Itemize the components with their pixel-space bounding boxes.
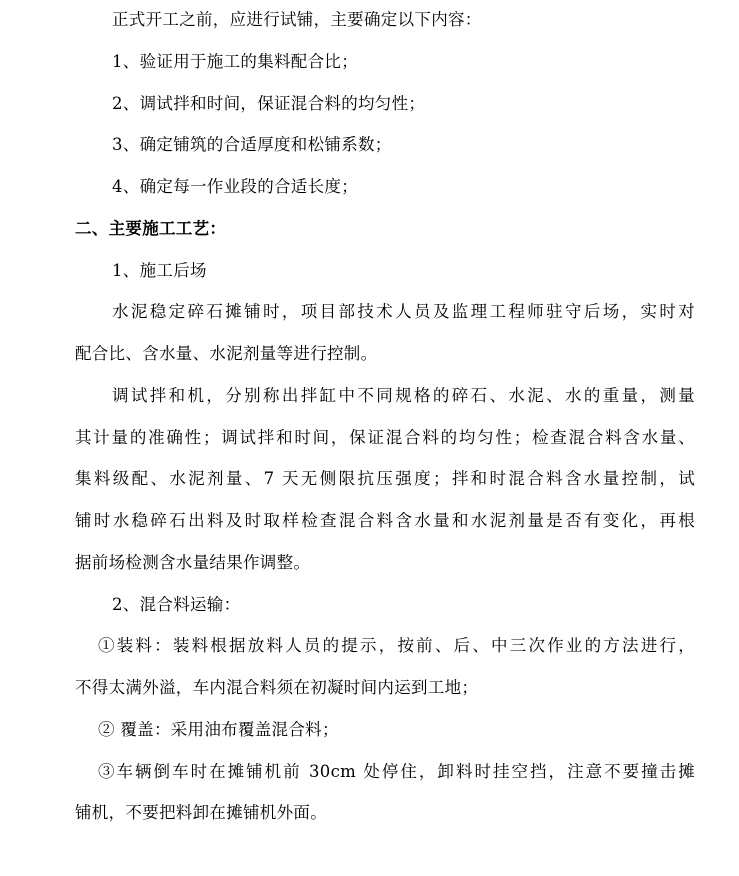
- paragraph-line: 水泥稳定碎石摊铺时，项目部技术人员及监理工程师驻守后场，实时对: [112, 302, 695, 321]
- paragraph-line: 铺机，不要把料卸在摊铺机外面。: [75, 803, 327, 822]
- paragraph-line: 集料级配、水泥剂量、7 天无侧限抗压强度；拌和时混合料含水量控制，试: [75, 469, 695, 488]
- list-item: 4、确定每一作业段的合适长度；: [112, 177, 358, 196]
- paragraph-line: 据前场检测含水量结果作调整。: [75, 553, 311, 572]
- paragraph-line: 其计量的准确性；调试拌和时间，保证混合料的均匀性；检查混合料含水量、: [75, 428, 695, 447]
- intro-text: 正式开工之前，应进行试铺，主要确定以下内容：: [112, 10, 482, 29]
- paragraph-line: ② 覆盖：采用油布覆盖混合料；: [98, 720, 339, 739]
- paragraph-line: ①装料：装料根据放料人员的提示，按前、后、中三次作业的方法进行，: [98, 636, 695, 655]
- subsection-title: 2、混合料运输：: [112, 595, 241, 614]
- paragraph-line: ③车辆倒车时在摊铺机前 30cm 处停住，卸料时挂空挡，注意不要撞击摊: [98, 762, 695, 781]
- section-heading: 二、主要施工工艺：: [75, 219, 227, 238]
- list-item: 2、调试拌和时间，保证混合料的均匀性；: [112, 94, 426, 113]
- subsection-title: 1、施工后场: [112, 261, 207, 280]
- paragraph-line: 铺时水稳碎石出料及时取样检查混合料含水量和水泥剂量是否有变化，再根: [75, 511, 695, 530]
- paragraph-line: 调试拌和机，分别称出拌缸中不同规格的碎石、水泥、水的重量，测量: [112, 386, 695, 405]
- paragraph-line: 配合比、含水量、水泥剂量等进行控制。: [75, 344, 378, 363]
- paragraph-line: 不得太满外溢，车内混合料须在初凝时间内运到工地；: [75, 678, 479, 697]
- list-item: 3、确定铺筑的合适厚度和松铺系数；: [112, 135, 392, 154]
- list-item: 1、验证用于施工的集料配合比；: [112, 52, 358, 71]
